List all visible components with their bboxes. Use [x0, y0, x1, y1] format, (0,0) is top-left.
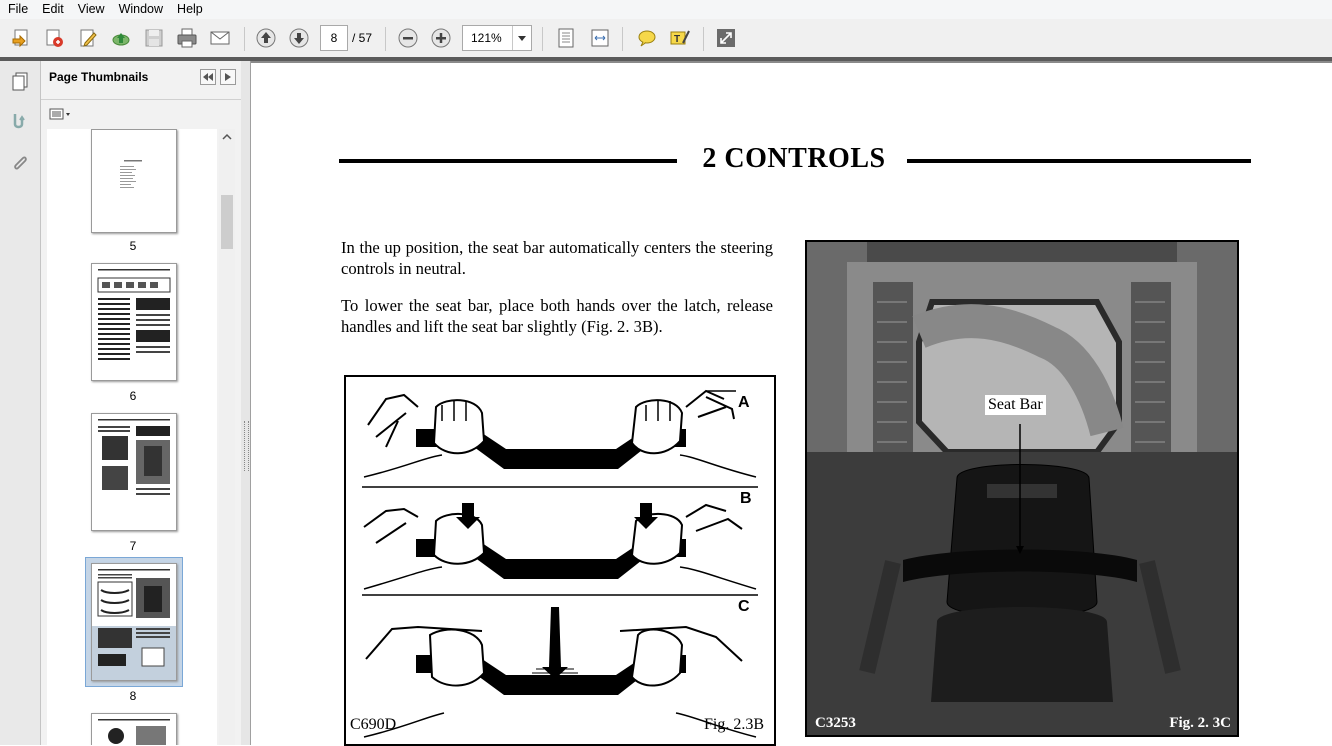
collapse-panel-icon[interactable] — [200, 69, 216, 85]
paragraph-1: In the up position, the seat bar automatically centers the steering controls in neutral. — [341, 238, 773, 278]
seat-bar-label: Seat Bar — [985, 395, 1046, 415]
thumbnail-label: 8 — [129, 689, 137, 703]
figure-2-3b — [344, 375, 776, 746]
menu-bar — [0, 0, 1332, 19]
navigation-rail — [0, 61, 41, 745]
toolbar-separator — [244, 27, 245, 51]
photo-code: C3253 — [815, 715, 856, 731]
create-icon[interactable] — [8, 25, 34, 51]
save-icon[interactable] — [141, 25, 167, 51]
comment-icon[interactable] — [634, 25, 660, 51]
zoom-in-icon[interactable] — [428, 25, 454, 51]
toolbar-separator — [622, 27, 623, 51]
step-label-a: A — [738, 394, 750, 411]
toolbar-separator — [385, 27, 386, 51]
thumbnail-scrollbar[interactable] — [219, 129, 235, 745]
thumbnail-page-8[interactable] — [91, 563, 177, 681]
toolbar-separator — [542, 27, 543, 51]
thumbnail-page-5[interactable] — [91, 129, 177, 233]
step-b-drawing — [364, 503, 756, 589]
next-page-icon[interactable] — [286, 25, 312, 51]
chevron-down-icon[interactable] — [512, 26, 531, 50]
figure-code: C690D — [350, 716, 397, 733]
figure-caption: Fig. 2.3B — [703, 716, 764, 733]
menu-edit[interactable]: Edit — [42, 2, 64, 16]
expand-icon[interactable] — [713, 25, 739, 51]
pdf-export-icon[interactable] — [41, 25, 67, 51]
cab-photo — [807, 242, 1237, 735]
zoom-out-icon[interactable] — [395, 25, 421, 51]
step-c-drawing — [364, 607, 756, 737]
splitter-grip[interactable] — [244, 421, 249, 471]
page-number-input[interactable]: 8 — [320, 25, 348, 51]
thumbnail-label: 7 — [129, 539, 137, 553]
document-top-border — [251, 61, 1332, 63]
email-icon[interactable] — [207, 25, 233, 51]
document-view — [251, 61, 1332, 745]
panel-splitter[interactable] — [241, 61, 251, 745]
thumbnail-label: 5 — [129, 239, 137, 253]
panel-forward-icon[interactable] — [220, 69, 236, 85]
scrollbar-thumb[interactable] — [221, 195, 233, 249]
toolbar-separator — [703, 27, 704, 51]
edit-icon[interactable] — [75, 25, 101, 51]
scroll-up-icon[interactable] — [222, 132, 232, 142]
thumbnail-page-7[interactable] — [91, 413, 177, 531]
bookmarks-icon[interactable] — [8, 109, 32, 133]
svg-text:T: T — [674, 34, 681, 45]
step-a-drawing — [364, 391, 756, 477]
menu-file[interactable]: File — [8, 2, 29, 16]
print-icon[interactable] — [174, 25, 200, 51]
toolbar — [0, 19, 1332, 58]
prev-page-icon[interactable] — [253, 25, 279, 51]
step-label-b: B — [740, 490, 752, 507]
heading-rule — [339, 159, 677, 163]
paragraph-2: To lower the seat bar, place both hands over the latch, release handles and lift the seat bar slightly (Fig. 2. 3B). — [341, 296, 773, 336]
step-label-c: C — [738, 598, 750, 615]
page-title: 2 CONTROLS — [702, 143, 886, 174]
fit-page-icon[interactable] — [553, 25, 579, 51]
options-menu-icon[interactable] — [49, 106, 75, 122]
section-heading — [339, 141, 1251, 177]
heading-rule — [907, 159, 1251, 163]
menu-view[interactable]: View — [77, 2, 105, 16]
thumbnail-page-6[interactable] — [91, 263, 177, 381]
panel-header — [41, 61, 241, 100]
attachments-icon[interactable] — [8, 151, 32, 175]
figure-2-3c-photo — [805, 240, 1239, 737]
thumbnail-label: 6 — [129, 389, 137, 403]
page-thumbnails-icon[interactable] — [8, 69, 32, 93]
menu-help[interactable]: Help — [177, 2, 203, 16]
photo-caption: Fig. 2. 3C — [1169, 715, 1231, 731]
panel-title: Page Thumbnails — [49, 70, 149, 84]
zoom-value: 121% — [471, 31, 502, 45]
upload-icon[interactable] — [108, 25, 134, 51]
page-total: / 57 — [352, 31, 373, 45]
thumbnail-page-9[interactable] — [91, 713, 177, 745]
thumbnail-list — [47, 129, 217, 745]
seat-bar-illustration — [346, 377, 774, 744]
highlight-icon[interactable] — [667, 25, 693, 51]
thumbnails-panel — [41, 61, 242, 745]
fit-width-icon[interactable] — [587, 25, 613, 51]
zoom-select[interactable] — [462, 25, 532, 51]
menu-window[interactable]: Window — [118, 2, 164, 16]
